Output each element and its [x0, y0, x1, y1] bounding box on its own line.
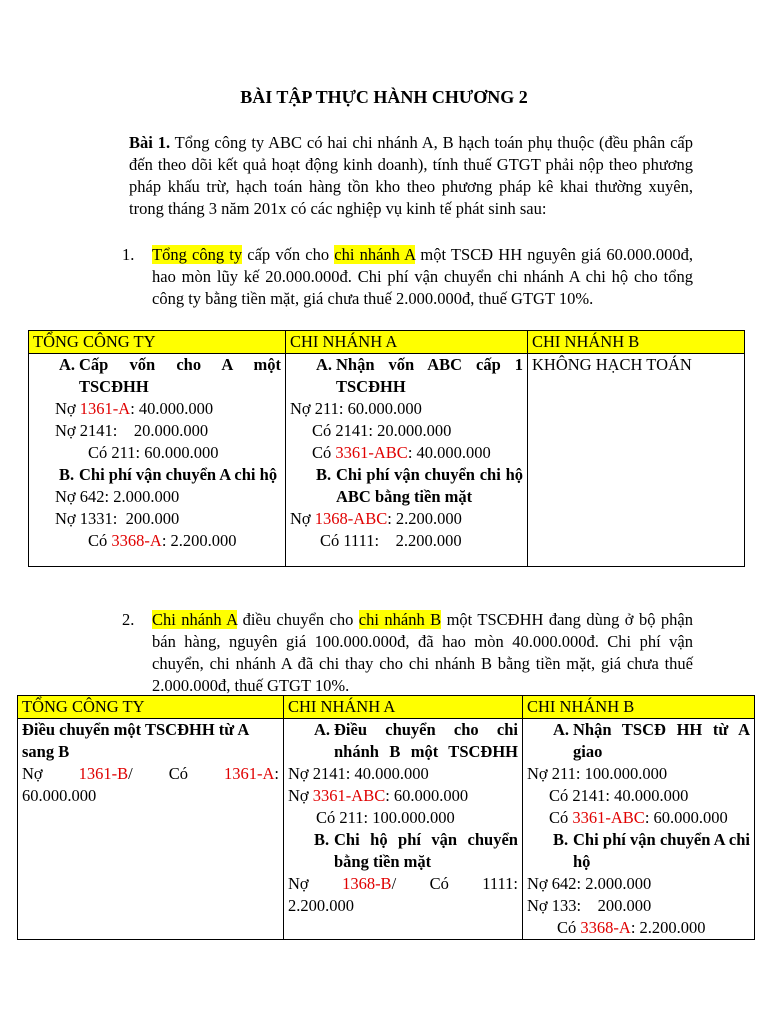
entry-line: Nợ 642: 2.000.000: [527, 874, 652, 893]
entry-line: Có 3368-A: 2.200.000: [557, 918, 706, 937]
account-code: 1368-B: [342, 874, 392, 893]
entry-line: Nợ 1331: 200.000: [55, 509, 180, 528]
entries-table-1: [28, 330, 745, 567]
entry-line: Có 211: 100.000.000: [316, 808, 455, 827]
entry-line: Nợ 1368-ABC: 2.200.000: [290, 509, 462, 528]
section-label: A.: [316, 355, 333, 374]
section-a: [33, 354, 281, 398]
cell-tong-cong-ty: [18, 719, 284, 940]
section-title: Chi phí vận chuyển A chi hộ: [79, 465, 278, 484]
intro-paragraph: [129, 132, 693, 220]
section-b: [527, 829, 750, 873]
account-code: 1361-A: [79, 399, 131, 418]
section-title: Chi phí vận chuyển chi hộ ABC bằng tiền mặt: [336, 465, 523, 506]
entries-table-2: [17, 695, 755, 940]
section-label: A.: [59, 355, 76, 374]
item-text: một TSCĐ HH nguyên giá 60.000.000đ, hao mòn lũy kế 20.000.000đ. Chi phí vận chuyển chi nhánh A chi hộ cho tổng công ty bằng tiền mặt, giá chưa thuế 2.000.000đ, thuế GTGT 10%.: [152, 245, 693, 308]
entry-line: Nợ 1361-A: 40.000.000: [55, 399, 214, 418]
col-header-tong-cong-ty: TỔNG CÔNG TY: [18, 696, 284, 719]
cell-chi-nhanh-a: [284, 719, 523, 940]
cell-tong-cong-ty: [29, 354, 286, 567]
highlight-tong-cong-ty: Tổng công ty: [152, 245, 243, 264]
section-label: B.: [553, 830, 569, 849]
entry-line: Có 2141: 40.000.000: [549, 786, 689, 805]
section-title: Điều chuyển cho chi nhánh B một TSCĐHH: [334, 720, 518, 761]
section-label: A.: [314, 720, 331, 739]
section-b: [290, 464, 523, 508]
item-number: 1.: [122, 245, 135, 264]
cell-chi-nhanh-b: [523, 719, 755, 940]
cell-chi-nhanh-b: KHÔNG HẠCH TOÁN: [528, 354, 745, 567]
section-label: A.: [553, 720, 570, 739]
account-code: 3361-ABC: [572, 808, 645, 827]
intro-text: Tổng công ty ABC có hai chi nhánh A, B hạch toán phụ thuộc (đều phân cấp đến theo dõi kết quả hoạt động kinh doanh), tính thuế GTGT phải nộp theo phương pháp khấu trừ, hạch toán hàng tồn kho theo phương pháp kê khai thường xuyên, trong tháng 3 năm 201x có các nghiệp vụ kinh tế phát sinh sau:: [129, 133, 693, 218]
entry-line: Có 211: 60.000.000: [88, 443, 219, 462]
list-item-1: [122, 244, 693, 310]
section-b: [288, 829, 518, 873]
col-header-chi-nhanh-b: CHI NHÁNH B: [523, 696, 755, 719]
entry-line: Nợ 3361-ABC: 60.000.000: [288, 786, 469, 805]
section-label: B.: [314, 830, 330, 849]
page-title: BÀI TẬP THỰC HÀNH CHƯƠNG 2: [240, 87, 528, 107]
entry-line: 2.200.000: [288, 896, 354, 915]
highlight-chi-nhanh-b: chi nhánh B: [358, 610, 442, 629]
highlight-chi-nhanh-a: chi nhánh A: [334, 245, 416, 264]
section-title: Nhận vốn ABC cấp 1 TSCĐHH: [336, 355, 523, 396]
col-header-tong-cong-ty: TỔNG CÔNG TY: [29, 331, 286, 354]
account-code: 1361-A: [223, 764, 275, 783]
section-a: [290, 354, 523, 398]
account-code: 1361-B: [78, 764, 129, 783]
entry-line: Có 2141: 20.000.000: [312, 421, 452, 440]
entry-line: Nợ 1368-B/ Có 1111:: [288, 874, 518, 893]
entry-heading: Điều chuyển một TSCĐHH từ A sang B: [22, 720, 249, 761]
entry-line: Có 3361-ABC: 60.000.000: [549, 808, 728, 827]
entry-line: 60.000.000: [22, 786, 97, 805]
col-header-chi-nhanh-a: CHI NHÁNH A: [284, 696, 523, 719]
item-number: 2.: [122, 610, 135, 629]
section-title: Nhận TSCĐ HH từ A giao: [573, 720, 750, 761]
account-code: 1368-ABC: [314, 509, 388, 528]
section-title: Chi hộ phí vận chuyển bằng tiền mặt: [334, 830, 518, 871]
section-title: Chi phí vận chuyển A chi hộ: [573, 830, 750, 871]
cell-chi-nhanh-a: [286, 354, 528, 567]
account-code: 3368-A: [111, 531, 162, 550]
entry-line: Nợ 2141: 20.000.000: [55, 421, 209, 440]
entry-line: Nợ 211: 100.000.000: [527, 764, 668, 783]
entry-line: Nợ 642: 2.000.000: [55, 487, 180, 506]
list-item-2: [122, 609, 693, 697]
entry-line: Có 3361-ABC: 40.000.000: [312, 443, 491, 462]
item-text: cấp vốn cho: [242, 245, 335, 264]
col-header-chi-nhanh-b: CHI NHÁNH B: [528, 331, 745, 354]
entry-line: Có 3368-A: 2.200.000: [88, 531, 237, 550]
section-a: [527, 719, 750, 763]
exercise-label: Bài 1.: [129, 133, 171, 152]
entry-line: Nợ 1361-B/ Có 1361-A:: [22, 764, 279, 783]
entry-line: Nợ 2141: 40.000.000: [288, 764, 429, 783]
section-b: [33, 464, 281, 486]
section-title: Cấp vốn cho A một TSCĐHH: [79, 355, 281, 396]
entry-line: Có 1111: 2.200.000: [320, 531, 462, 550]
entry-line: Nợ 133: 200.000: [527, 896, 652, 915]
section-label: B.: [316, 465, 332, 484]
account-code: 3361-ABC: [335, 443, 408, 462]
account-code: 3361-ABC: [312, 786, 386, 805]
item-text: điều chuyển cho: [237, 610, 359, 629]
entry-line: Nợ 211: 60.000.000: [290, 399, 422, 418]
section-label: B.: [59, 465, 75, 484]
section-a: [288, 719, 518, 763]
col-header-chi-nhanh-a: CHI NHÁNH A: [286, 331, 528, 354]
account-code: 3368-A: [580, 918, 631, 937]
item-text: một TSCĐHH đang dùng ở bộ phận bán hàng, nguyên giá 100.000.000đ, đã hao mòn 40.000.000đ. Chi phí vận chuyển, chi nhánh A đã chi thay cho chi nhánh B bằng tiền mặt, giá chưa thuế 2.000.000đ, thuế GTGT 10%.: [152, 610, 693, 695]
highlight-chi-nhanh-a: Chi nhánh A: [152, 610, 238, 629]
